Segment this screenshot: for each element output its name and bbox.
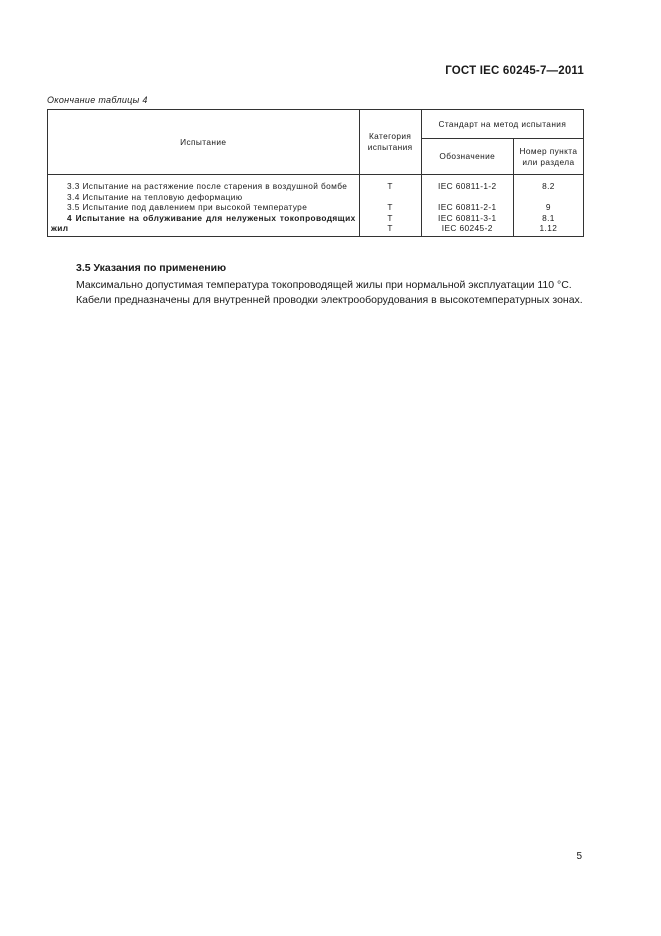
table-body-row — [48, 175, 584, 237]
paragraph: Максимально допустимая температура токопроводящей жилы при нормальной эксплуатации 110 °С. — [76, 279, 572, 291]
clause-cell: 8.2 — [542, 181, 555, 191]
header-standard: Стандарт на метод испытания — [421, 110, 583, 139]
designation-cell: IEC 60811-1-2 — [438, 181, 497, 191]
test-table — [47, 109, 584, 237]
designation-cell: IEC 60811-2-1 — [438, 202, 497, 212]
clause-cell: 1.12 — [539, 223, 558, 233]
header-designation: Обозначение — [421, 139, 513, 175]
designation-cell: IEC 60811-3-1 — [438, 212, 497, 223]
table-row: 3.5 Испытание под давлением при высокой температуре — [67, 202, 308, 212]
header-category: Категория испытания — [359, 110, 421, 175]
table-caption: Окончание таблицы 4 — [47, 95, 148, 105]
table-row: 3.3 Испытание на растяжение после старения в воздушной бомбе — [67, 181, 348, 191]
category-cell: Т — [387, 181, 393, 191]
clause-cell: 9 — [545, 202, 551, 212]
section-body — [47, 278, 584, 308]
table-row: 4 Испытание на облуживание для нелуженых токопроводящих жил — [51, 212, 356, 233]
document-code: ГОСТ IEC 60245-7—2011 — [445, 65, 584, 77]
page-number: 5 — [576, 851, 582, 862]
category-cell: Т — [387, 223, 393, 233]
designation-cell: IEC 60245-2 — [441, 223, 493, 233]
clause-cell: 8.1 — [542, 212, 555, 223]
table-row: 3.4 Испытание на тепловую деформацию — [67, 191, 243, 202]
header-clause: Номер пункта или раздела — [513, 139, 583, 175]
header-test: Испытание — [48, 110, 360, 175]
category-cell: Т — [387, 212, 393, 223]
paragraph: Кабели предназначены для внутренней проводки электрооборудования в высокотемпературных зонах. — [76, 294, 583, 306]
category-cell: Т — [387, 202, 393, 212]
section-title: 3.5 Указания по применению — [76, 262, 227, 274]
